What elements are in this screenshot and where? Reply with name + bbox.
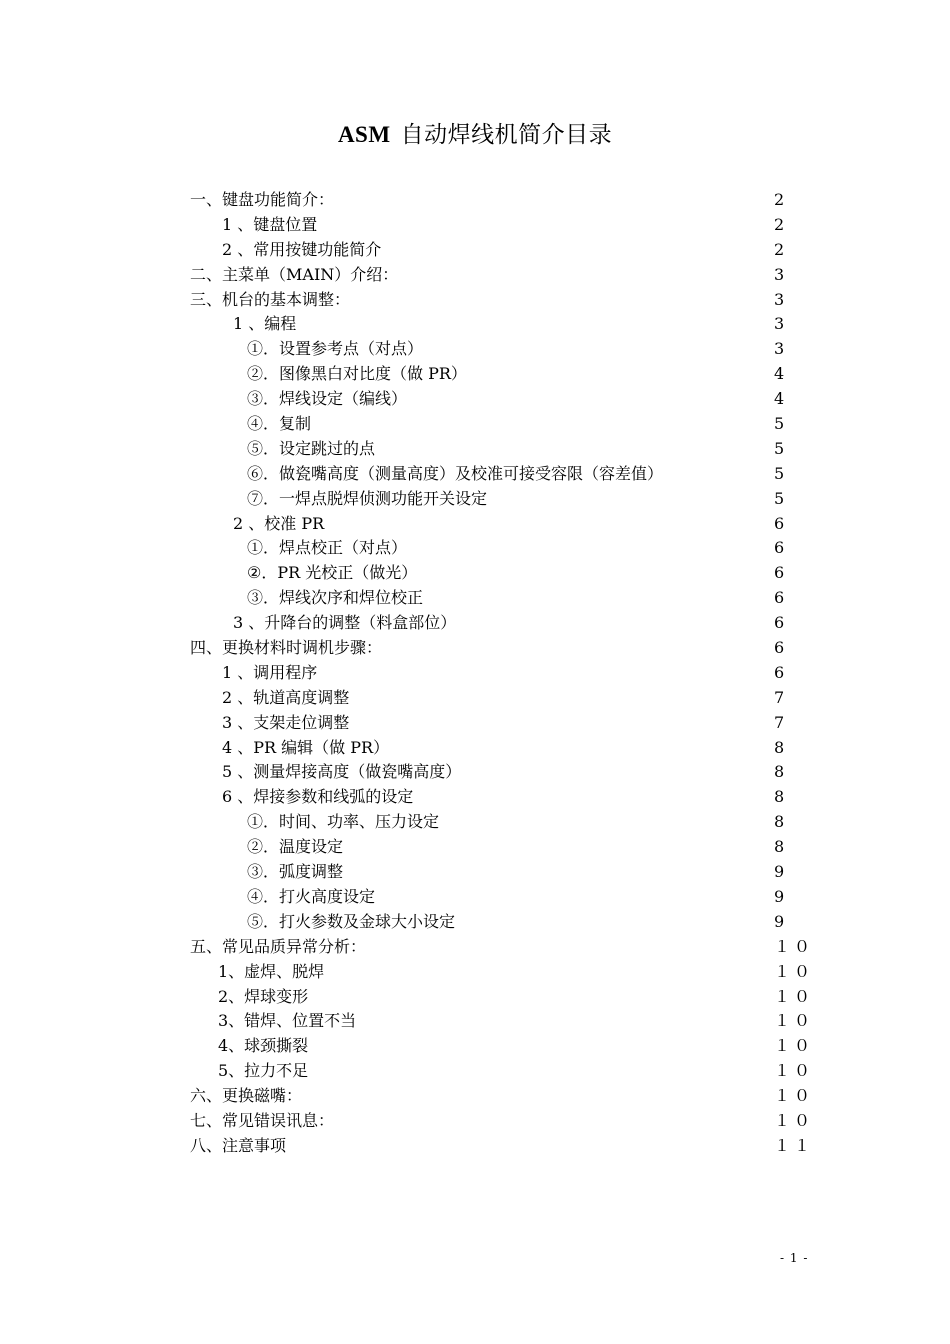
toc-entry-label: 2 、常用按键功能简介 — [222, 239, 382, 259]
toc-entry[interactable] — [0, 213, 950, 238]
toc-entry-label: ⑤．打火参数及金球大小设定 — [247, 911, 456, 931]
document-title — [0, 118, 950, 152]
toc-entry[interactable] — [0, 711, 950, 736]
toc-entry-label: 1 、调用程序 — [222, 662, 318, 682]
toc-entry-page: 9 — [774, 862, 789, 882]
toc-entry-label: 2 、校准 PR — [233, 513, 325, 533]
toc-entry[interactable] — [0, 1059, 950, 1084]
toc-entry-label: ②．PR 光校正（做光） — [247, 563, 418, 583]
toc-entry-page: 2 — [774, 190, 789, 209]
toc-entry-page: 4 — [774, 364, 789, 384]
document-title-brand: ASM — [337, 122, 391, 147]
toc-entry[interactable] — [0, 686, 950, 711]
toc-entry-label: 2 、轨道高度调整 — [222, 687, 350, 707]
toc-entry-page: 8 — [774, 812, 789, 832]
toc-entry[interactable] — [0, 412, 950, 437]
toc-entry-label: 八、注意事项 — [190, 1135, 287, 1155]
toc-entry[interactable] — [0, 636, 950, 661]
toc-entry[interactable] — [0, 586, 950, 611]
toc-entry-label: 2、焊球变形 — [218, 986, 309, 1006]
toc-entry-label: 4、球颈撕裂 — [218, 1036, 309, 1056]
toc-entry[interactable] — [0, 1009, 950, 1034]
toc-entry-page: 5 — [774, 438, 789, 458]
toc-entry-label: ②．温度设定 — [247, 837, 344, 857]
page-number: - 1 - — [780, 1251, 809, 1265]
toc-entry[interactable] — [0, 810, 950, 835]
toc-entry-label: 七、常见错误讯息： — [190, 1110, 335, 1130]
toc-entry-page: １１ — [774, 1135, 815, 1155]
toc-entry[interactable] — [0, 910, 950, 935]
toc-entry-label: ③．焊线次序和焊位校正 — [247, 588, 424, 608]
toc-entry-page: 9 — [774, 886, 789, 906]
toc-entry-label: 5、拉力不足 — [218, 1061, 309, 1081]
toc-entry-label: 五、常见品质异常分析： — [190, 936, 367, 956]
toc-entry-label: 六、更换磁嘴： — [190, 1086, 303, 1106]
toc-entry[interactable] — [0, 512, 950, 537]
toc-entry-page: 3 — [774, 314, 789, 334]
toc-entry-label: 1 、编程 — [233, 314, 297, 334]
toc-entry-page: 3 — [774, 289, 789, 309]
toc-entry-page: １０ — [774, 986, 815, 1006]
toc-entry-page: 6 — [774, 513, 789, 533]
toc-entry-label: ④．复制 — [247, 414, 312, 434]
toc-entry[interactable] — [0, 885, 950, 910]
toc-entry-label: ④．打火高度设定 — [247, 886, 376, 906]
toc-entry-page: １０ — [774, 1061, 815, 1081]
toc-entry-page: 6 — [774, 538, 789, 558]
toc-entry[interactable] — [0, 288, 950, 313]
toc-entry[interactable] — [0, 188, 950, 213]
toc-entry-page: 8 — [774, 762, 789, 782]
toc-entry[interactable] — [0, 536, 950, 561]
toc-entry-label: 6 、焊接参数和线弧的设定 — [222, 787, 414, 807]
toc-entry[interactable] — [0, 785, 950, 810]
toc-entry-page: 7 — [774, 687, 789, 707]
toc-entry[interactable] — [0, 1134, 950, 1159]
toc-entry-label: ①．焊点校正（对点） — [247, 538, 408, 558]
toc-entry-page: 2 — [774, 239, 789, 259]
toc-entry-label: ⑤．设定跳过的点 — [247, 438, 376, 458]
toc-entry[interactable] — [0, 835, 950, 860]
toc-entry[interactable] — [0, 238, 950, 263]
toc-entry-label: ⑥．做瓷嘴高度（测量高度）及校准可接受容限（容差值） — [247, 463, 664, 483]
toc-entry-page: １０ — [774, 1036, 815, 1056]
toc-entry[interactable] — [0, 611, 950, 636]
toc-entry[interactable] — [0, 487, 950, 512]
toc-entry-page: 6 — [774, 638, 789, 658]
toc-entry-page: 6 — [774, 588, 789, 608]
toc-entry-page: 6 — [774, 662, 789, 682]
toc-entry-page: 3 — [774, 264, 789, 284]
toc-entry[interactable] — [0, 362, 950, 387]
toc-entry-page: 9 — [774, 911, 789, 931]
toc-entry-page: １０ — [774, 1011, 815, 1031]
toc-entry[interactable] — [0, 661, 950, 686]
toc-entry[interactable] — [0, 760, 950, 785]
toc-entry[interactable] — [0, 462, 950, 487]
toc-entry-label: 一、键盘功能简介： — [190, 190, 335, 209]
toc-entry-label: ⑦．一焊点脱焊侦测功能开关设定 — [247, 488, 488, 508]
toc-entry-label: 3、错焊、位置不当 — [218, 1011, 357, 1031]
toc-entry-label: 四、更换材料时调机步骤： — [190, 638, 383, 658]
toc-entry-page: 5 — [774, 463, 789, 483]
toc-entry[interactable] — [0, 1109, 950, 1134]
toc-entry-label: ②．图像黑白对比度（做 PR） — [247, 364, 467, 384]
toc-entry-page: 8 — [774, 787, 789, 807]
toc-entry-label: 3 、升降台的调整（料盒部位） — [233, 613, 457, 633]
toc-entry-label: 1、虚焊、脱焊 — [218, 961, 325, 981]
toc-entry[interactable] — [0, 860, 950, 885]
toc-entry-page: １０ — [774, 1110, 815, 1130]
toc-entry-page: 4 — [774, 389, 789, 409]
toc-entry-label: ①．设置参考点（对点） — [247, 339, 424, 359]
toc-entry[interactable] — [0, 985, 950, 1010]
toc-entry-page: 6 — [774, 613, 789, 633]
toc-entry-page: 5 — [774, 488, 789, 508]
toc-entry-label: 三、机台的基本调整： — [190, 289, 351, 309]
document-title-text: 自动焊线机简介目录 — [400, 122, 613, 148]
toc-entry-page: 8 — [774, 737, 789, 757]
toc-entry-page: 2 — [774, 214, 789, 234]
toc-entry[interactable] — [0, 960, 950, 985]
toc-entry[interactable] — [0, 437, 950, 462]
toc-entry[interactable] — [0, 337, 950, 362]
toc-entry-page: 3 — [774, 339, 789, 359]
toc-entry-page: 5 — [774, 414, 789, 434]
toc-entry[interactable] — [0, 312, 950, 337]
table-of-contents — [0, 188, 950, 1159]
toc-entry-page: １０ — [774, 961, 815, 981]
toc-entry[interactable] — [0, 561, 950, 586]
toc-entry-label: ③．焊线设定（编线） — [247, 389, 408, 409]
toc-entry[interactable] — [0, 935, 950, 960]
toc-entry-label: ③．弧度调整 — [247, 862, 344, 882]
toc-entry[interactable] — [0, 263, 950, 288]
toc-entry-page: 6 — [774, 563, 789, 583]
toc-entry-label: 4 、PR 编辑（做 PR） — [222, 737, 390, 757]
toc-entry-label: 二、主菜单（MAIN）介绍： — [190, 264, 399, 284]
toc-entry[interactable] — [0, 1034, 950, 1059]
toc-entry-page: 8 — [774, 837, 789, 857]
toc-entry-label: 5 、测量焊接高度（做瓷嘴高度） — [222, 762, 462, 782]
toc-entry-page: 7 — [774, 712, 789, 732]
toc-entry[interactable] — [0, 387, 950, 412]
toc-entry-label: ①．时间、功率、压力设定 — [247, 812, 440, 832]
toc-entry-label: 1 、键盘位置 — [222, 214, 318, 234]
toc-entry[interactable] — [0, 736, 950, 761]
toc-entry[interactable] — [0, 1084, 950, 1109]
toc-entry-page: １０ — [774, 1086, 815, 1106]
toc-entry-label: 3 、支架走位调整 — [222, 712, 350, 732]
toc-entry-page: １０ — [774, 936, 815, 956]
